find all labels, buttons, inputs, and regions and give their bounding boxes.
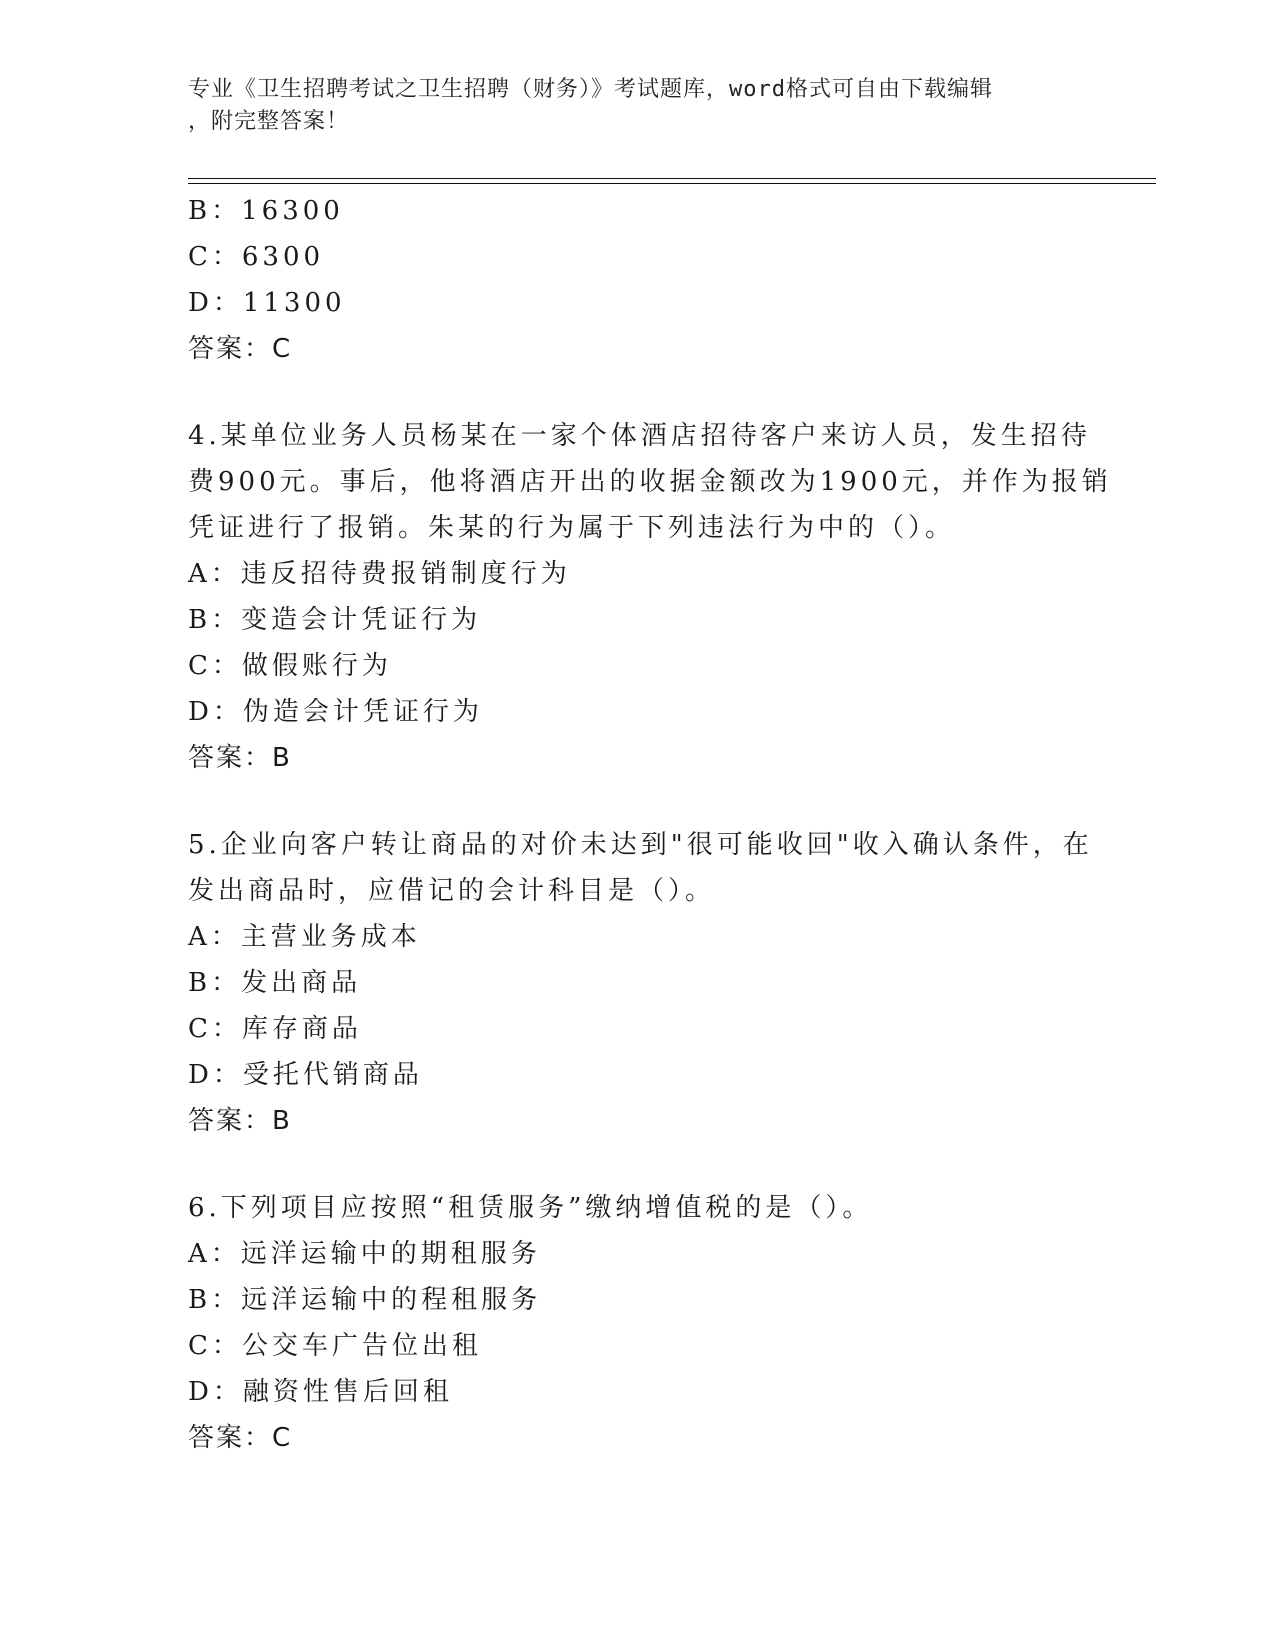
question-text-line: 5.企业向客户转让商品的对价未达到"很可能收回"收入确认条件，在 — [188, 830, 1093, 860]
answer-line: 答案：C — [188, 334, 293, 364]
question-text-line: 凭证进行了报销。朱某的行为属于下列违法行为中的（）。 — [188, 513, 956, 543]
option-c: C：做假账行为 — [188, 651, 392, 681]
question-3 — [188, 188, 1088, 372]
header-line-1: 专业《卫生招聘考试之卫生招聘（财务）》考试题库，word格式可自由下载编辑 — [188, 77, 993, 102]
option-d: D：伪造会计凭证行为 — [188, 697, 483, 727]
answer-line: 答案：B — [188, 1106, 292, 1136]
question-4 — [188, 413, 1112, 781]
option-d: D：受托代销商品 — [188, 1060, 423, 1090]
option-d: D：11300 — [188, 288, 346, 318]
option-b: B：16300 — [188, 196, 344, 226]
question-text-line: 6.下列项目应按照“租赁服务”缴纳增值税的是（）。 — [188, 1193, 873, 1223]
header-divider-top — [188, 178, 1156, 179]
option-a: A：违反招待费报销制度行为 — [188, 559, 571, 589]
header-line-2: ，附完整答案！ — [188, 109, 350, 134]
question-text-line: 费900元。事后，他将酒店开出的收据金额改为1900元，并作为报销 — [188, 467, 1112, 497]
option-c: C：库存商品 — [188, 1014, 362, 1044]
page-header — [188, 74, 1088, 138]
question-text-line: 发出商品时，应借记的会计科目是（）。 — [188, 876, 716, 906]
spacer — [188, 781, 1088, 822]
option-b: B：变造会计凭证行为 — [188, 605, 482, 635]
question-6 — [188, 1185, 1088, 1461]
option-c: C：6300 — [188, 242, 325, 272]
question-text-line: 4.某单位业务人员杨某在一家个体酒店招待客户来访人员，发生招待 — [188, 421, 1091, 451]
question-5 — [188, 822, 1093, 1144]
option-d: D：融资性售后回租 — [188, 1377, 453, 1407]
answer-line: 答案：B — [188, 743, 292, 773]
header-divider-bottom — [188, 183, 1156, 184]
option-c: C：公交车广告位出租 — [188, 1331, 482, 1361]
option-a: A：主营业务成本 — [188, 922, 421, 952]
option-b: B：远洋运输中的程租服务 — [188, 1285, 542, 1315]
spacer — [188, 1144, 1088, 1185]
spacer — [188, 372, 1088, 413]
answer-line: 答案：C — [188, 1423, 293, 1453]
option-a: A：远洋运输中的期租服务 — [188, 1239, 541, 1269]
question-list — [188, 188, 1112, 1461]
option-b: B：发出商品 — [188, 968, 362, 998]
